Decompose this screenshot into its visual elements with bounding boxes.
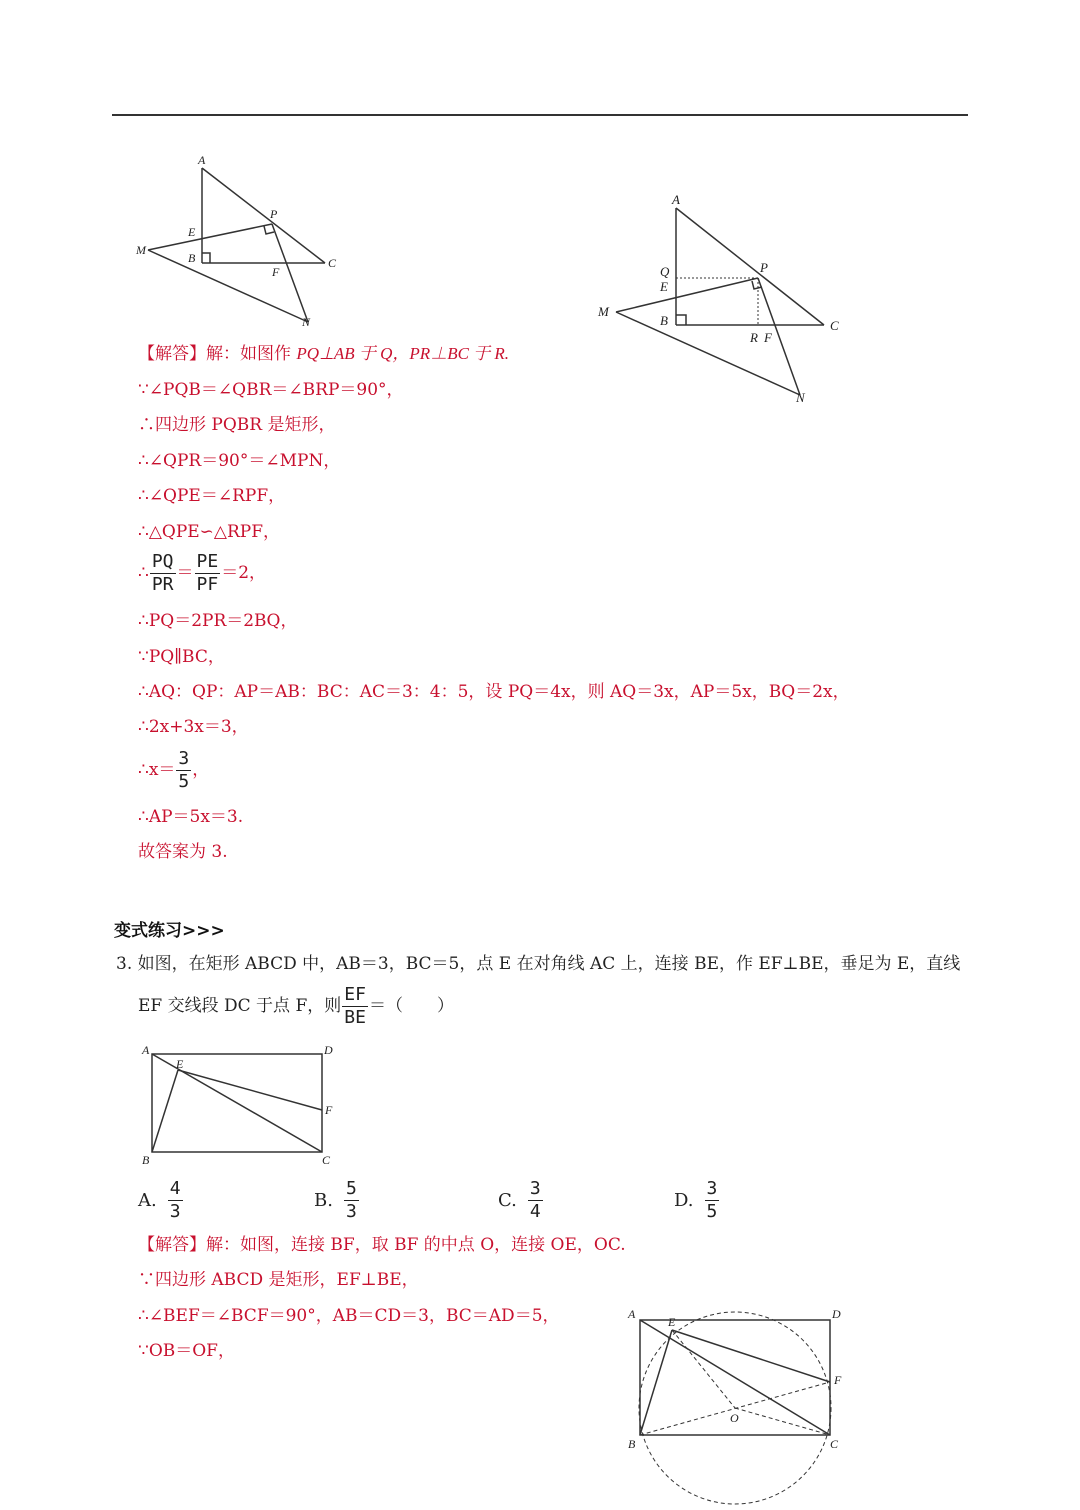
label-R: R (750, 330, 758, 345)
solution1-line5: ∴∠QPE＝∠RPF， (138, 486, 286, 506)
label-F: F (325, 1103, 333, 1117)
solution1-line3: ∴四边形 PQBR 是矩形， (138, 415, 336, 435)
label-E: E (660, 279, 668, 294)
label-B: B (188, 251, 196, 265)
label-A: A (672, 192, 680, 207)
fraction-3-5: $\frac{3}{5}$ (178, 748, 190, 792)
solution1-line12: ∴x＝ $\frac{3}{5}$ ， (138, 748, 210, 792)
solution3-line2: ∵四边形 ABCD 是矩形，EF⊥BE， (138, 1270, 419, 1290)
question3-line2: EF 交线段 DC 于点 F，则 $\frac{EF}{BE}$ ＝（ ） (138, 984, 454, 1028)
solution1-line13: ∴AP＝5x＝3. (138, 807, 244, 827)
fraction-pe-pf: $\frac{PE}{PF}$ (196, 551, 219, 595)
option-d[interactable]: D. $\frac{3}{5}$ (674, 1178, 718, 1222)
solution1-line4: ∴∠QPR＝90°＝∠MPN， (138, 451, 341, 471)
solution1-line10: ∴AQ：QP：AP＝AB：BC：AC＝3：4：5，设 PQ＝4x，则 AQ＝3x，AP＝5x，BQ＝2x， (138, 682, 850, 702)
label-B: B (660, 313, 668, 328)
solution1-line11: ∴2x+3x＝3， (138, 717, 249, 737)
fraction-ef-be: $\frac{EF}{BE}$ (344, 984, 366, 1028)
label-C: C (328, 256, 337, 270)
question3-line1: 3. 如图，在矩形 ABCD 中，AB＝3，BC＝5，点 E 在对角线 AC 上，连接 BE，作 EF⊥BE，垂足为 E，直线 (116, 954, 961, 974)
label-B: B (142, 1153, 150, 1167)
section-heading: 变式练习>>> (114, 921, 225, 941)
label-E: E (176, 1057, 184, 1071)
label-M: M (598, 304, 609, 319)
solution1-line14: 故答案为 3. (138, 842, 228, 862)
solution1-line2: ∵∠PQB＝∠QBR＝∠BRP＝90°， (138, 380, 404, 400)
option-b[interactable]: B. $\frac{5}{3}$ (314, 1178, 357, 1222)
label-B: B (628, 1437, 636, 1451)
label-F: F (764, 330, 772, 345)
fraction-pq-pr: $\frac{PQ}{PR}$ (151, 551, 174, 595)
label-E: E (668, 1315, 676, 1329)
solution3-line3: ∴∠BEF＝∠BCF＝90°，AB＝CD＝3，BC＝AD＝5， (138, 1306, 560, 1326)
label-A: A (142, 1043, 150, 1057)
label-C: C (830, 1437, 839, 1451)
solution1-line7: ∴ $\frac{PQ}{PR}$ ＝ $\frac{PE}{PF}$ ＝2， (138, 551, 267, 595)
label-N: N (302, 315, 311, 329)
figure-triangle-1 (130, 150, 350, 330)
figure-rectangle-question (136, 1040, 346, 1168)
label-D: D (832, 1307, 841, 1321)
label-E: E (188, 225, 196, 239)
figure-triangle-2 (592, 190, 852, 410)
label-P: P (270, 207, 278, 221)
label-F: F (834, 1373, 842, 1387)
label-P: P (760, 260, 768, 275)
solution3-line4: ∵OB＝OF， (138, 1341, 235, 1361)
solution1-line9: ∵PQ∥BC， (138, 647, 225, 667)
option-c[interactable]: C. $\frac{3}{4}$ (498, 1178, 541, 1222)
solution1-line8: ∴PQ＝2PR＝2BQ， (138, 611, 298, 631)
header-rule (112, 114, 968, 116)
label-M: M (136, 243, 146, 257)
label-N: N (796, 390, 805, 405)
label-D: D (324, 1043, 333, 1057)
label-F: F (272, 265, 280, 279)
label-C: C (830, 318, 839, 333)
solution1-line1: 【解答】解：如图作 PQ⊥AB 于 Q，PR⊥BC 于 R. (138, 344, 510, 364)
label-O: O (730, 1411, 739, 1425)
label-A: A (198, 153, 206, 167)
label-A: A (628, 1307, 636, 1321)
label-Q: Q (660, 264, 670, 279)
option-a[interactable]: A. $\frac{4}{3}$ (138, 1178, 181, 1222)
label-C: C (322, 1153, 331, 1167)
solution1-line6: ∴△QPE∽△RPF， (138, 522, 281, 542)
figure-rectangle-solution (622, 1300, 858, 1505)
solution3-line1: 【解答】解：如图，连接 BF，取 BF 的中点 O，连接 OE，OC. (138, 1235, 626, 1255)
